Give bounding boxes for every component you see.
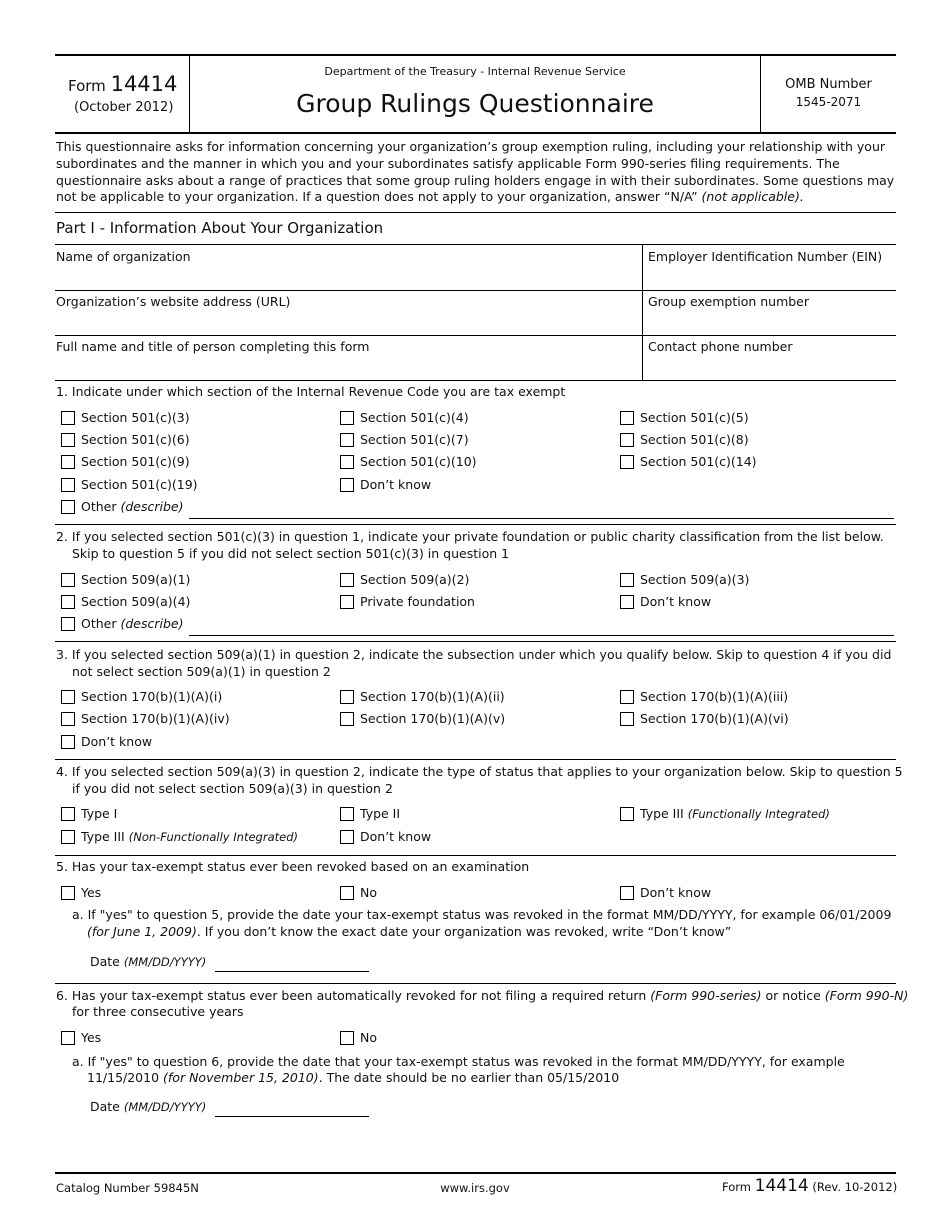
intro-line-1: This questionnaire asks for information concerning your organization’s group exemption ruling, including your relationship with your xyxy=(56,139,886,154)
q6-text-a: 6. Has your tax-exempt status ever been automatically revoked for not filing a required return xyxy=(56,988,651,1003)
checkbox[interactable] xyxy=(620,433,634,447)
option-label: Type I xyxy=(81,806,118,821)
checkbox[interactable] xyxy=(620,595,634,609)
checkbox[interactable] xyxy=(61,690,75,704)
option-note: (Non-Functionally Integrated) xyxy=(128,830,298,844)
describe-label: (describe) xyxy=(120,499,184,514)
q4-rule xyxy=(55,855,896,856)
checkbox[interactable] xyxy=(340,807,354,821)
phone-label: Contact phone number xyxy=(648,339,793,354)
option-label: Section 501(c)(6) xyxy=(81,432,190,447)
q5a-text-line-1: a. If "yes" to question 5, provide the date your tax-exempt status was revoked in the format MM/DD/YYYY, for example 06/01/2009 xyxy=(72,907,892,922)
checkbox[interactable] xyxy=(61,500,75,514)
checkbox[interactable] xyxy=(340,690,354,704)
checkbox[interactable] xyxy=(620,886,634,900)
intro-line-4-italic: (not applicable). xyxy=(701,189,804,204)
option-label: Type II xyxy=(360,806,401,821)
catalog-number: Catalog Number 59845N xyxy=(56,1181,199,1195)
option-label: Section 509(a)(2) xyxy=(360,572,470,587)
other-label: Other xyxy=(81,616,117,631)
q5-rule xyxy=(55,983,896,984)
intro-rule xyxy=(55,212,896,213)
option-note: (Functionally Integrated) xyxy=(687,807,830,821)
checkbox[interactable] xyxy=(620,807,634,821)
q6-text-b: or notice xyxy=(761,988,825,1003)
option-label: Section 501(c)(7) xyxy=(360,432,469,447)
checkbox[interactable] xyxy=(340,712,354,726)
footer-form-number: 14414 xyxy=(754,1176,809,1196)
header-bottom-rule xyxy=(55,132,896,134)
option-label: Don’t know xyxy=(640,885,712,900)
q6a-text-line-2 xyxy=(87,1070,619,1086)
checkbox[interactable] xyxy=(61,712,75,726)
field-row-rule-2 xyxy=(55,335,896,336)
option-label: Private foundation xyxy=(360,594,475,609)
date-label: Date xyxy=(90,1099,120,1114)
option-label: Yes xyxy=(81,885,102,900)
checkbox[interactable] xyxy=(61,807,75,821)
checkbox[interactable] xyxy=(61,595,75,609)
checkbox[interactable] xyxy=(61,433,75,447)
ein-label: Employer Identification Number (EIN) xyxy=(648,249,883,264)
q4-text-line-2: if you did not select section 509(a)(3) in question 2 xyxy=(72,781,393,796)
date-format: (MM/DD/YYYY) xyxy=(123,1100,207,1114)
option-label: Section 501(c)(9) xyxy=(81,454,190,469)
option-label: Type III xyxy=(640,806,684,821)
form-number: 14414 xyxy=(110,72,178,96)
q6-text-line-2: for three consecutive years xyxy=(72,1004,244,1019)
omb-label: OMB Number xyxy=(785,77,872,92)
form-number-label xyxy=(68,74,177,96)
q1-text: 1. Indicate under which section of the Internal Revenue Code you are tax exempt xyxy=(56,384,566,399)
omb-number: 1545-2071 xyxy=(795,95,862,109)
option-label: Don’t know xyxy=(360,477,432,492)
q3-text-line-1: 3. If you selected section 509(a)(1) in question 2, indicate the subsection under which you qualify below. Skip to question 4 if you did xyxy=(56,647,892,662)
org-name-field[interactable] xyxy=(56,266,638,288)
q3-rule xyxy=(55,759,896,760)
intro-line-4-text: not be applicable to your organization. If a question does not apply to your organization, answer “N/A” xyxy=(56,189,702,204)
option-label: Don’t know xyxy=(360,829,432,844)
option-label: Section 501(c)(3) xyxy=(81,410,190,425)
option-label: No xyxy=(360,885,377,900)
describe-label: (describe) xyxy=(120,616,184,631)
checkbox[interactable] xyxy=(61,478,75,492)
q6a-date-example: 11/15/2010 xyxy=(87,1070,164,1085)
intro-line-4 xyxy=(56,189,804,205)
date-label: Date xyxy=(90,954,120,969)
checkbox[interactable] xyxy=(620,411,634,425)
person-field[interactable] xyxy=(56,356,638,378)
q6-date-input[interactable] xyxy=(215,1116,369,1117)
q5a-text-line-2 xyxy=(87,924,731,940)
option-label: Section 501(c)(14) xyxy=(640,454,757,469)
footer-form-word: Form xyxy=(722,1180,751,1194)
ein-field[interactable] xyxy=(648,266,893,288)
date-format: (MM/DD/YYYY) xyxy=(123,955,207,969)
q5a-rest: . If you don’t know the exact date your organization was revoked, write “Don’t know” xyxy=(196,924,732,939)
org-name-label: Name of organization xyxy=(56,249,191,264)
checkbox[interactable] xyxy=(620,690,634,704)
q6-text-line-1 xyxy=(56,988,908,1004)
option-label: Type III xyxy=(81,829,125,844)
checkbox[interactable] xyxy=(61,830,75,844)
q2-text-line-1: 2. If you selected section 501(c)(3) in question 1, indicate your private foundation or public charity classification from the list below. xyxy=(56,529,884,544)
q6-date-label xyxy=(90,1099,206,1115)
option-label: Section 501(c)(4) xyxy=(360,410,469,425)
option-label: Section 170(b)(1)(A)(ii) xyxy=(360,689,505,704)
page-title: Group Rulings Questionnaire xyxy=(296,89,654,118)
option-label: Section 509(a)(3) xyxy=(640,572,750,587)
intro-line-3: questionnaire asks about a range of practices that some group ruling holders engage in with their subordinates. Some questions may xyxy=(56,173,895,188)
checkbox[interactable] xyxy=(620,712,634,726)
option-label: Don’t know xyxy=(640,594,712,609)
q5-date-input[interactable] xyxy=(215,971,369,972)
q2-text-line-2: Skip to question 5 if you did not select section 501(c)(3) in question 1 xyxy=(72,546,510,561)
footer-form-id xyxy=(722,1175,897,1198)
q5a-example: (for June 1, 2009) xyxy=(87,924,197,939)
checkbox[interactable] xyxy=(340,411,354,425)
checkbox[interactable] xyxy=(61,455,75,469)
option-label: Section 170(b)(1)(A)(vi) xyxy=(640,711,789,726)
option-label: Don’t know xyxy=(81,734,153,749)
checkbox[interactable] xyxy=(340,478,354,492)
q2-other-describe-input[interactable] xyxy=(189,635,894,636)
part1-title: Part I - Information About Your Organization xyxy=(56,219,384,237)
q1-other-describe-input[interactable] xyxy=(189,518,894,519)
q6a-text-line-1: a. If "yes" to question 6, provide the date that your tax-exempt status was revoked in the format MM/DD/YYYY, for example xyxy=(72,1054,845,1069)
checkbox[interactable] xyxy=(620,573,634,587)
option-label: Section 170(b)(1)(A)(v) xyxy=(360,711,506,726)
q4-text-line-1: 4. If you selected section 509(a)(3) in question 2, indicate the type of status that applies to your organization below. Skip to question 5 xyxy=(56,764,903,779)
q6a-example: (for November 15, 2010) xyxy=(163,1070,319,1085)
q5-text: 5. Has your tax-exempt status ever been revoked based on an examination xyxy=(56,859,530,874)
website-label: Organization’s website address (URL) xyxy=(56,294,291,309)
q2-rule xyxy=(55,641,896,642)
option-label: Section 501(c)(5) xyxy=(640,410,749,425)
checkbox[interactable] xyxy=(340,573,354,587)
department-line: Department of the Treasury - Internal Revenue Service xyxy=(324,65,626,78)
person-label: Full name and title of person completing this form xyxy=(56,339,370,354)
checkbox[interactable] xyxy=(61,735,75,749)
checkbox[interactable] xyxy=(61,617,75,631)
option-label: Section 501(c)(8) xyxy=(640,432,749,447)
header-top-rule xyxy=(55,54,896,56)
option-label: Yes xyxy=(81,1030,102,1045)
option-label: Section 509(a)(4) xyxy=(81,594,191,609)
checkbox[interactable] xyxy=(61,1031,75,1045)
group-exemption-label: Group exemption number xyxy=(648,294,810,309)
checkbox[interactable] xyxy=(61,886,75,900)
option-label: Section 170(b)(1)(A)(iii) xyxy=(640,689,789,704)
checkbox[interactable] xyxy=(340,455,354,469)
q6-form-990n: (Form 990-N) xyxy=(824,988,909,1003)
option-label: No xyxy=(360,1030,377,1045)
website-field[interactable] xyxy=(56,311,638,333)
intro-line-2: subordinates and the manner in which you and your subordinates satisfy applicable Form 990-series filing requirements. The xyxy=(56,156,840,171)
checkbox[interactable] xyxy=(620,455,634,469)
form-date: (October 2012) xyxy=(74,100,174,115)
form-word: Form xyxy=(68,77,106,95)
option-label: Section 509(a)(1) xyxy=(81,572,191,587)
field-row-rule-1 xyxy=(55,290,896,291)
part1-field-divider xyxy=(642,245,643,380)
other-label: Other xyxy=(81,499,117,514)
q1-rule xyxy=(55,524,896,525)
checkbox[interactable] xyxy=(340,830,354,844)
checkbox[interactable] xyxy=(61,411,75,425)
footer-website: www.irs.gov xyxy=(440,1181,510,1195)
part1-rule xyxy=(55,244,896,245)
checkbox[interactable] xyxy=(340,1031,354,1045)
option-label: Section 170(b)(1)(A)(i) xyxy=(81,689,223,704)
phone-field[interactable] xyxy=(648,356,893,378)
footer-rule xyxy=(55,1172,896,1174)
checkbox[interactable] xyxy=(340,886,354,900)
q6-form-990: (Form 990-series) xyxy=(650,988,762,1003)
option-label: Section 170(b)(1)(A)(iv) xyxy=(81,711,230,726)
option-label: Section 501(c)(10) xyxy=(360,454,477,469)
q5-date-label xyxy=(90,954,206,970)
checkbox[interactable] xyxy=(61,573,75,587)
q6a-rest: . The date should be no earlier than 05/15/2010 xyxy=(318,1070,620,1085)
checkbox[interactable] xyxy=(340,595,354,609)
option-label: Section 501(c)(19) xyxy=(81,477,198,492)
group-exemption-field[interactable] xyxy=(648,311,893,333)
footer-revision: (Rev. 10-2012) xyxy=(812,1180,898,1194)
checkbox[interactable] xyxy=(340,433,354,447)
field-row-rule-3 xyxy=(55,380,896,381)
q3-text-line-2: not select section 509(a)(1) in question 2 xyxy=(72,664,331,679)
